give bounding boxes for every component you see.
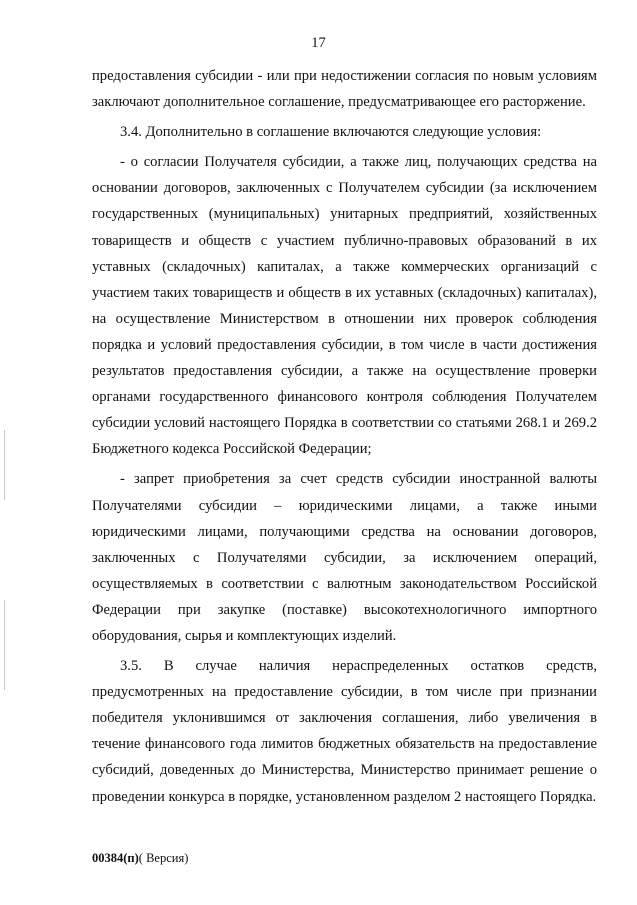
document-body bbox=[92, 63, 597, 810]
paragraph-section-3-5: 3.5. В случае наличия нераспределенных остатков средств, предусмотренных на предоставление субсидии, в том числе при признании победителя уклонившимся от заключения соглашения, либо увеличения в течение финансового года лимитов бюджетных обязательств на предоставление субсидий, доведенных до Министерства, Министерство принимает решение о проведении конкурса в порядке, установленном разделом 2 настоящего Порядка. bbox=[92, 658, 597, 805]
paragraph-consent-condition: - о согласии Получателя субсидии, а также лиц, получающих средства на основании договоров, заключенных с Получателем субсидии (за исключением государственных (муниципальных) унитарных предприятий, хозяйственных товариществ и обществ с участием публично-правовых образований в их уставных (складочных) капиталах, а также коммерческих организаций с участием таких товариществ и обществ в их уставных (складочных) капиталах), на осуществление Министерством в отношении них проверок соблюдения порядка и условий предоставления субсидии, в том числе в части достижения результатов предоставления субсидии, а также на осуществление проверки органами государственного финансового контроля соблюдения Получателем субсидии условий настоящего Порядка в соответствии со статьями 268.1 и 269.2 Бюджетного кодекса Российской Федерации; bbox=[92, 154, 597, 458]
paragraph-currency-ban: - запрет приобретения за счет средств субсидии иностранной валюты Получателями субсидии – юридическими лицами, а также иными юридическими лицами, получающими средства на основании договоров, заключенных с Получателями субсидии, за исключением операций, осуществляемых в соответствии с валютным законодательством Российской Федерации при закупке (поставке) высокотехнологичного импортного оборудования, сырья и комплектующих изделий. bbox=[92, 471, 597, 644]
scan-margin-mark bbox=[4, 600, 5, 690]
paragraph-section-3-4: 3.4. Дополнительно в соглашение включаются следующие условия: bbox=[120, 124, 542, 141]
scan-margin-mark bbox=[4, 430, 5, 500]
document-code: 00384(п) bbox=[92, 851, 139, 865]
page-number: 17 bbox=[311, 35, 326, 51]
document-footer bbox=[92, 850, 188, 866]
document-version: ( Версия) bbox=[138, 851, 189, 865]
paragraph-continuation: предоставления субсидии - или при недостижении согласия по новым условиям заключают дополнительное соглашение, предусматривающее его расторжение. bbox=[92, 68, 597, 111]
